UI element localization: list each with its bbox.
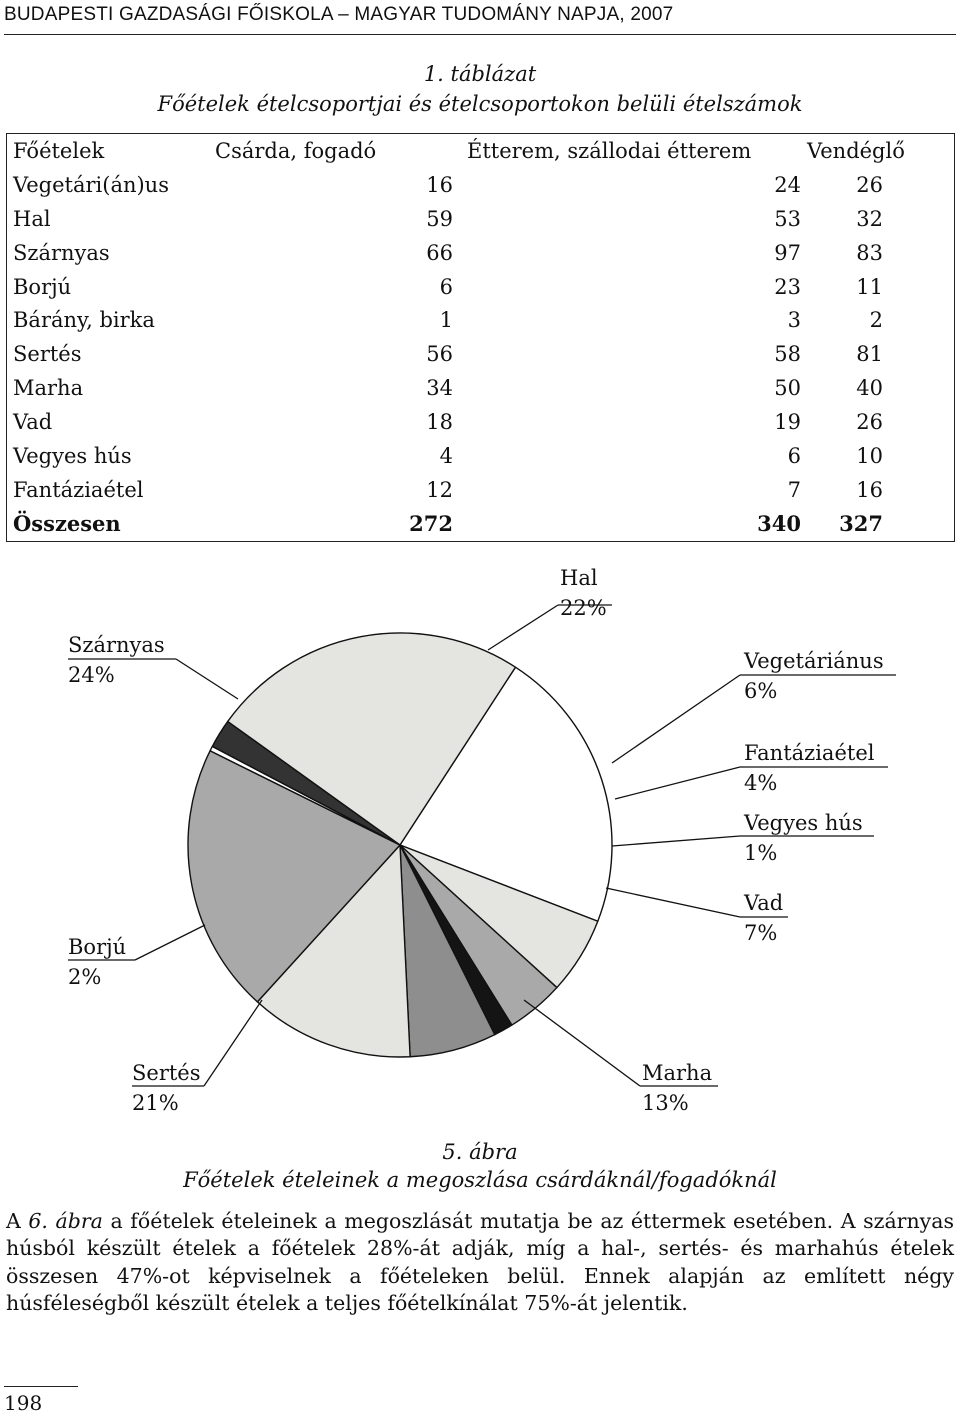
leader-line	[135, 925, 205, 960]
body-paragraph	[6, 1208, 954, 1318]
slice-name-label: Szárnyas	[68, 633, 165, 657]
running-header: BUDAPESTI GAZDASÁGI FŐISKOLA – MAGYAR TUDOMÁNY NAPJA, 2007	[4, 0, 956, 35]
pie-label-borj-	[68, 925, 205, 989]
value-cell: 6	[787, 443, 801, 468]
value-cell: 7	[787, 477, 801, 502]
column-header-main-dishes: Főételek	[13, 138, 105, 163]
pie-label-hal	[488, 566, 612, 650]
table-row	[7, 507, 955, 541]
value-cell: 40	[856, 376, 883, 401]
value-cell: 66	[426, 240, 453, 265]
figure-caption: Főételek ételeinek a megoszlása csárdáknál/fogadóknál	[183, 1168, 777, 1192]
table-row	[7, 371, 955, 405]
value-cell: 272	[409, 511, 453, 537]
value-cell: 34	[426, 376, 453, 401]
value-cell: 59	[426, 206, 453, 231]
leader-line	[204, 1000, 262, 1086]
dish-count-table	[6, 133, 955, 542]
slice-percent-label: 4%	[744, 771, 778, 795]
table-row	[7, 405, 955, 439]
value-cell: 53	[774, 206, 801, 231]
page-number: 198	[4, 1386, 78, 1415]
value-cell: 83	[856, 240, 883, 265]
value-cell: 32	[856, 206, 883, 231]
leader-line	[488, 605, 558, 650]
value-cell: 56	[426, 342, 453, 367]
leader-line	[615, 767, 740, 799]
table-number: 1. táblázat	[423, 62, 537, 86]
leader-line	[524, 1000, 640, 1086]
row-label-cell: Sertés	[13, 342, 82, 367]
value-cell: 327	[839, 511, 883, 537]
table-row	[7, 168, 955, 202]
pie-label-vad	[606, 888, 788, 945]
slice-name-label: Borjú	[68, 935, 127, 959]
pie-label-sert-s	[132, 1000, 262, 1115]
row-label-cell: Borjú	[13, 274, 72, 299]
slice-percent-label: 2%	[68, 965, 102, 989]
row-label-cell: Fantáziaétel	[13, 477, 144, 502]
slice-name-label: Hal	[560, 566, 598, 590]
slice-percent-label: 22%	[560, 596, 607, 620]
table-title: Főételek ételcsoportjai és ételcsoportokon belüli ételszámok	[157, 92, 803, 116]
value-cell: 11	[856, 274, 883, 299]
value-cell: 18	[426, 410, 453, 435]
value-cell: 6	[439, 274, 453, 299]
pie-label-fant-zia-tel	[615, 741, 888, 799]
row-label-cell: Hal	[13, 206, 51, 231]
row-label-cell: Marha	[13, 376, 84, 401]
table-row	[7, 270, 955, 304]
slice-name-label: Vad	[744, 891, 784, 915]
slice-percent-label: 6%	[744, 679, 778, 703]
slice-name-label: Sertés	[132, 1061, 201, 1085]
leader-line	[612, 675, 740, 763]
column-header-etterem: Étterem, szállodai étterem	[467, 138, 752, 163]
value-cell: 26	[856, 410, 883, 435]
row-label-cell: Vegetári(án)us	[13, 172, 169, 197]
value-cell: 16	[426, 172, 453, 197]
slice-percent-label: 7%	[744, 921, 778, 945]
slice-percent-label: 13%	[642, 1091, 689, 1115]
slice-percent-label: 21%	[132, 1091, 179, 1115]
table-header-row	[7, 134, 955, 168]
value-cell: 16	[856, 477, 883, 502]
table-row	[7, 236, 955, 270]
value-cell: 1	[439, 308, 453, 333]
value-cell: 81	[856, 342, 883, 367]
row-label-cell: Összesen	[13, 511, 121, 537]
slice-percent-label: 24%	[68, 663, 115, 687]
figure-reference: 6. ábra	[28, 1209, 103, 1233]
table-body	[7, 168, 955, 541]
value-cell: 4	[439, 443, 453, 468]
pie-label-sz-rnyas	[68, 633, 238, 699]
value-cell: 23	[774, 274, 801, 299]
value-cell: 50	[774, 376, 801, 401]
table-row	[7, 439, 955, 473]
row-label-cell: Vad	[13, 410, 53, 435]
pie-chart	[0, 550, 960, 1120]
leader-line	[176, 659, 238, 699]
value-cell: 24	[774, 172, 801, 197]
leader-line	[612, 836, 740, 846]
column-header-vendeglo: Vendéglő	[807, 138, 905, 163]
pie-label-vegyes-h-s	[612, 811, 874, 865]
value-cell: 12	[426, 477, 453, 502]
value-cell: 2	[869, 308, 883, 333]
row-label-cell: Bárány, birka	[13, 308, 155, 333]
row-label-cell: Szárnyas	[13, 240, 110, 265]
pie-label-marha	[524, 1000, 718, 1115]
paragraph-text-start: A	[6, 1209, 29, 1233]
row-label-cell: Vegyes hús	[13, 443, 132, 468]
figure-number: 5. ábra	[442, 1140, 518, 1164]
table-row	[7, 337, 955, 371]
value-cell: 340	[757, 511, 801, 537]
value-cell: 10	[856, 443, 883, 468]
table-row	[7, 473, 955, 507]
table-row	[7, 303, 955, 337]
value-cell: 97	[774, 240, 801, 265]
slice-percent-label: 1%	[744, 841, 778, 865]
table-row	[7, 202, 955, 236]
slice-name-label: Fantáziaétel	[744, 741, 875, 765]
leader-line	[606, 888, 740, 917]
slice-name-label: Vegetáriánus	[744, 649, 884, 673]
column-header-csarda: Csárda, fogadó	[215, 138, 377, 163]
slice-name-label: Vegyes hús	[744, 811, 863, 835]
paragraph-text-rest: a főételek ételeinek a megoszlását mutatja be az éttermek esetében. A szárnyas húsból készült ételek a főételek 28%-át adják, míg a hal-, sertés- és marhahús ételek összesen 47%-ot képviselnek a főételeken belül. Ennek alapján az említett négy húsféleségből készült ételek a teljes főételkínálat 75%-át jelentik.	[6, 1209, 954, 1316]
slice-name-label: Marha	[642, 1061, 713, 1085]
value-cell: 19	[774, 410, 801, 435]
value-cell: 26	[856, 172, 883, 197]
value-cell: 58	[774, 342, 801, 367]
value-cell: 3	[787, 308, 801, 333]
